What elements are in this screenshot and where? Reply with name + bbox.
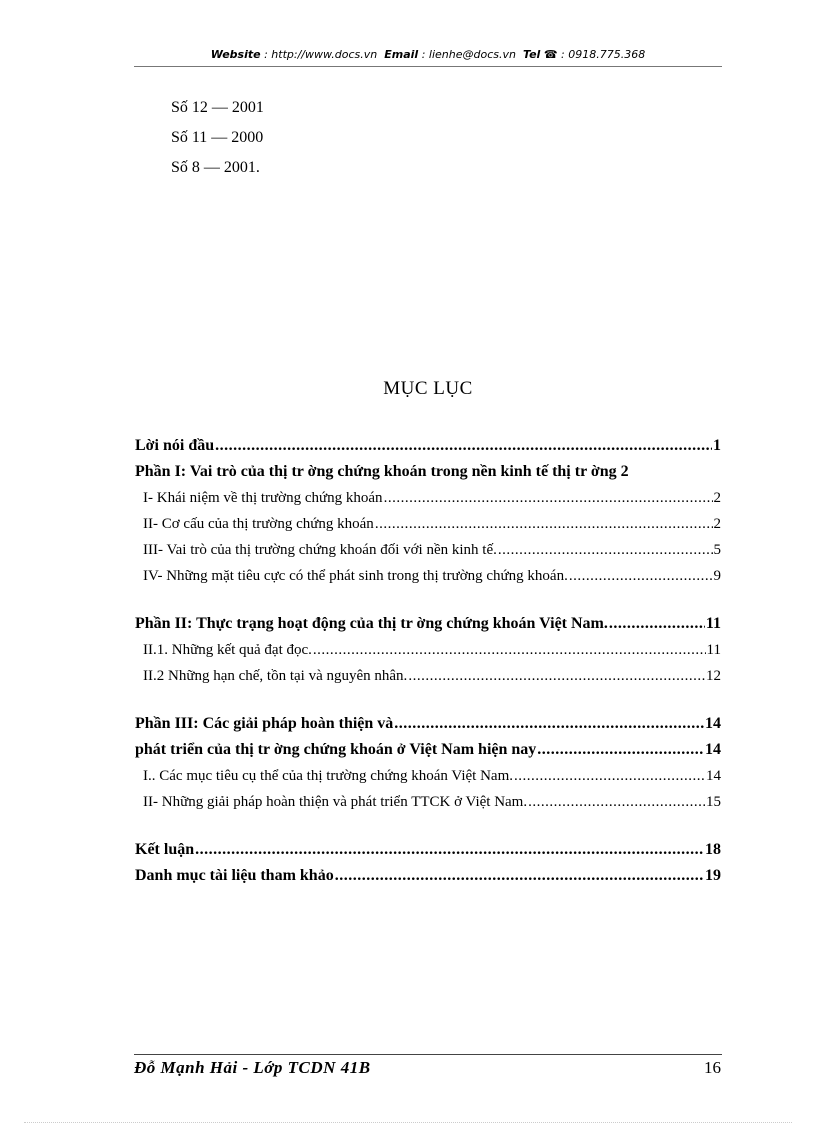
page-header [134, 48, 722, 61]
spacer [135, 815, 721, 837]
toc-page: 2 [620, 463, 629, 480]
table-of-contents [135, 433, 721, 889]
tel-number: : 0918.775.368 [561, 48, 646, 61]
header-rule [134, 66, 722, 67]
toc-subentry [135, 511, 721, 537]
toc-label: II- Những giải pháp hoàn thiện và phát triển TTCK ở Việt Nam. [143, 794, 528, 810]
dot-leader [514, 763, 705, 789]
toc-title: MỤC LỤC [383, 378, 473, 399]
spacer [135, 689, 721, 711]
toc-page: 2 [713, 516, 721, 532]
toc-label: Danh mục tài liệu tham khảo [135, 867, 334, 884]
toc-entry-part3-cont [135, 737, 721, 763]
toc-subentry [135, 637, 721, 663]
toc-label: II- Cơ cấu của thị trường chứng khoán [143, 516, 374, 532]
toc-page: 2 [713, 490, 721, 506]
dot-leader [384, 485, 713, 511]
toc-label: I- Khái niệm về thị trường chứng khoán [143, 490, 383, 506]
dot-leader [335, 863, 704, 889]
reference-item: Số 8 — 2001. [171, 159, 260, 176]
toc-entry-references [135, 863, 721, 889]
website-label: Website [210, 48, 261, 61]
toc-entry-part3 [135, 711, 721, 737]
toc-subentry [135, 663, 721, 689]
toc-entry-part2 [135, 611, 721, 637]
dot-leader [569, 563, 713, 589]
toc-page: 19 [705, 867, 721, 884]
toc-subentry [135, 485, 721, 511]
toc-label: IV- Những mặt tiêu cực có thể phát sinh trong thị trường chứng khoán. [143, 568, 568, 584]
email-address: : lienhe@docs.vn [421, 48, 516, 61]
toc-label: Lời nói đầu [135, 437, 215, 454]
toc-label: II.1. Những kết quả đạt đọc. [143, 642, 312, 658]
dot-leader [537, 737, 704, 763]
toc-label: Kết luận [135, 841, 195, 858]
toc-entry-intro [135, 433, 721, 459]
dot-leader [313, 637, 706, 663]
toc-label: II.2 Những hạn chế, tồn tại và nguyên nhân. [143, 668, 408, 684]
footer-author: Đỗ Mạnh Hải - Lớp TCDN 41B [134, 1058, 371, 1077]
footer-rule [134, 1054, 722, 1055]
reference-item: Số 12 — 2001 [171, 99, 264, 116]
toc-page: 11 [706, 642, 721, 658]
page-number: 16 [704, 1058, 721, 1077]
toc-subentry [135, 763, 721, 789]
toc-page: 14 [705, 741, 721, 758]
toc-page: 15 [706, 794, 721, 810]
toc-page: 18 [705, 841, 721, 858]
dot-leader [195, 837, 704, 863]
spacer [135, 589, 721, 611]
dot-leader [528, 789, 705, 815]
toc-label: III- Vai trò của thị trường chứng khoán đối với nền kinh tế. [143, 542, 497, 558]
dot-leader [408, 663, 705, 689]
toc-page: 9 [713, 568, 721, 584]
dot-leader [498, 537, 713, 563]
tel-label: Tel [522, 48, 541, 61]
website-url: : http://www.docs.vn [264, 48, 378, 61]
toc-page: 14 [706, 768, 721, 784]
toc-subentry [135, 563, 721, 589]
toc-entry-part1 [135, 459, 721, 485]
email-label: Email [384, 48, 419, 61]
dot-leader [215, 433, 712, 459]
toc-label: Phần III: Các giải pháp hoàn thiện và [135, 715, 394, 732]
dot-leader [375, 511, 713, 537]
toc-page: 5 [713, 542, 721, 558]
toc-page: 14 [705, 715, 721, 732]
toc-subentry [135, 537, 721, 563]
toc-page: 12 [706, 668, 721, 684]
toc-entry-conclusion [135, 837, 721, 863]
reference-item: Số 11 — 2000 [171, 129, 264, 146]
toc-label: phát triển của thị tr ờng chứng khoán ở Việt Nam hiện nay [135, 741, 537, 758]
phone-icon: ☎ [543, 48, 558, 61]
toc-subentry [135, 789, 721, 815]
toc-page: 1 [713, 437, 721, 454]
toc-label: Phần I: Vai trò của thị tr ờng chứng khoán trong nền kinh tế thị tr ờng [135, 463, 617, 480]
reference-list [171, 97, 264, 187]
toc-page: 11 [705, 615, 721, 632]
dot-leader [394, 711, 704, 737]
toc-label: I.. Các mục tiêu cụ thể của thị trường chứng khoán Việt Nam. [143, 768, 513, 784]
toc-label: Phần II: Thực trạng hoạt động của thị tr ờng chứng khoán Việt Nam. [135, 615, 608, 632]
dot-leader [609, 611, 705, 637]
